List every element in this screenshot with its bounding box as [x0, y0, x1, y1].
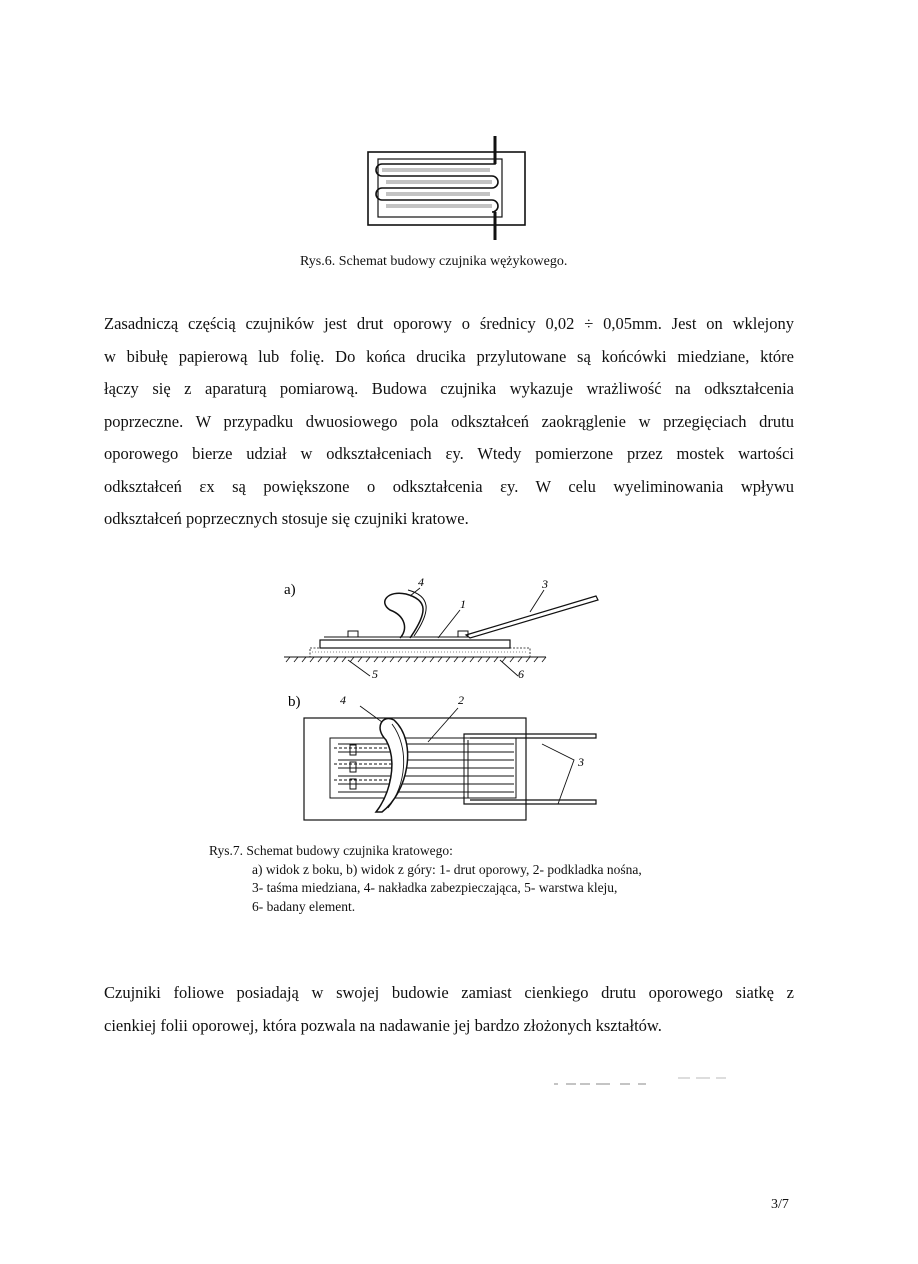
figure-7-label-4b: 4	[340, 693, 346, 707]
figure-7-label-b: b)	[288, 694, 301, 710]
figure-7-label-2: 2	[458, 693, 464, 707]
paragraph-2-line-2: cienkiej folii oporowej, która pozwala na nadawanie jej bardzo złożonych kształtów.	[104, 1015, 662, 1035]
figure-7-label-3b: 3	[578, 755, 584, 769]
figure-6-serpentine-gauge-diagram	[360, 130, 530, 245]
figure-7-label-6: 6	[518, 667, 524, 681]
paragraph-1-line-1: Zasadniczą częścią czujników jest drut oporowy o średnicy 0,02 ÷ 0,05mm. Jest on wklejony	[104, 314, 794, 333]
figure-7-label-5: 5	[372, 667, 378, 681]
paragraph-1-line-7: odkształceń poprzecznych stosuje się czujniki kratowe.	[104, 509, 469, 528]
figure-7-grid-gauge-diagram	[278, 572, 608, 827]
figure-6-caption: Rys.6. Schemat budowy czujnika wężykowego.	[300, 254, 568, 269]
figure-7-caption	[209, 842, 642, 916]
paragraph-2	[104, 977, 794, 1042]
figure-7-caption-line-2: a) widok z boku, b) widok z góry: 1- drut oporowy, 2- podkladka nośna,	[252, 861, 642, 877]
paragraph-1-line-4: poprzeczne. W przypadku dwuosiowego pola odkształceń zaokrąglenie w przegięciach drutu	[104, 411, 794, 431]
figure-7-caption-line-1: Rys.7. Schemat budowy czujnika kratowego:	[209, 843, 453, 858]
paragraph-1-line-2: w bibułę papierową lub folię. Do końca drucika przylutowane są końcówki miedziane, które	[104, 346, 794, 366]
paragraph-1-line-5: oporowego bierze udział w odkształceniach εy. Wtedy pomierzone przez mostek wartości	[104, 444, 794, 463]
figure-7-label-1: 1	[460, 597, 466, 611]
paragraph-2-line-1: Czujniki foliowe posiadają w swojej budowie zamiast cienkiego drutu oporowego siatkę z	[104, 983, 794, 1002]
page-number: 3/7	[771, 1197, 789, 1212]
figure-7-label-3a: 3	[542, 577, 548, 591]
figure-7-label-a: a)	[284, 582, 296, 598]
figure-7-caption-line-4: 6- badany element.	[252, 898, 356, 914]
figure-7-label-4a: 4	[418, 575, 424, 589]
paragraph-1-line-6: odkształceń εx są powiększone o odkształcenia εy. W celu wyeliminowania wpływu	[104, 476, 794, 496]
scan-artifact-dashes	[550, 1074, 730, 1088]
paragraph-1-line-3: łączy się z aparaturą pomiarową. Budowa czujnika wykazuje wrażliwość na odkształcenia	[104, 379, 794, 398]
figure-7-caption-line-3: 3- taśma miedziana, 4- nakładka zabezpieczająca, 5- warstwa kleju,	[252, 880, 618, 895]
paragraph-1	[104, 308, 794, 536]
